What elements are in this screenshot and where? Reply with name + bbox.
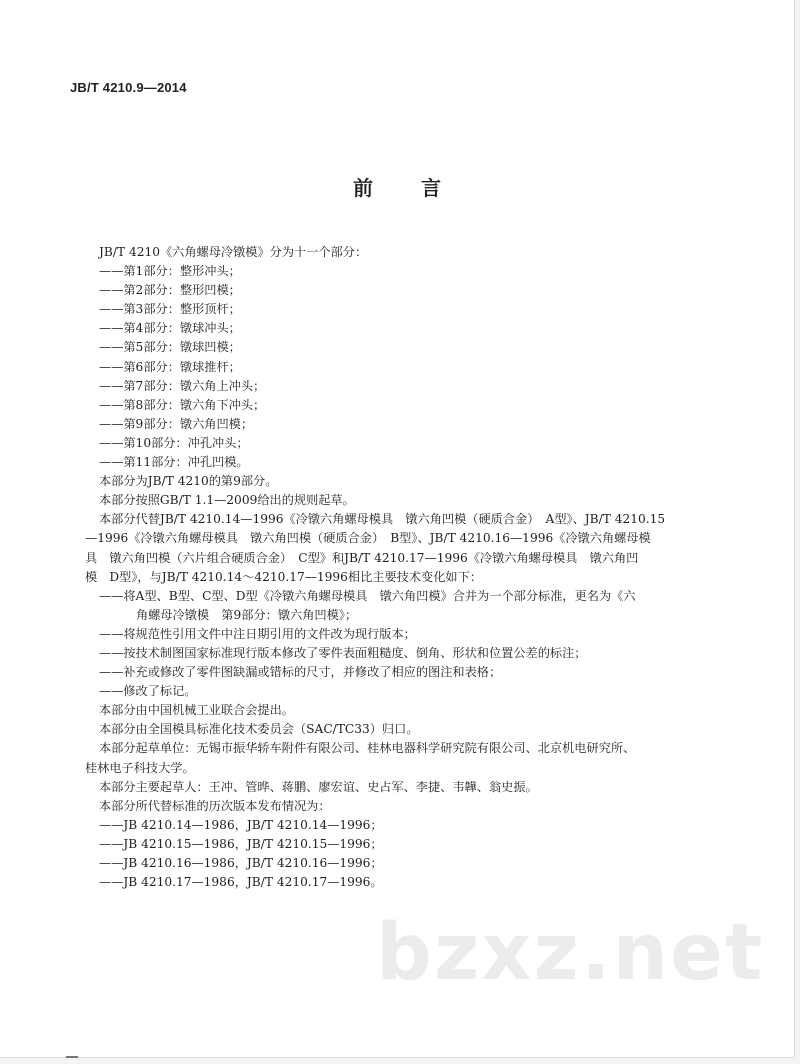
list-item: ——第10部分：冲孔冲头； — [99, 435, 249, 450]
list-item: ——补充或修改了零件图缺漏或错标的尺寸，并修改了相应的图注和表格； — [99, 665, 502, 680]
list-item: ——第5部分：镦球凹模； — [99, 340, 241, 355]
list-item: ——第1部分：整形冲头； — [99, 264, 241, 279]
page-edge-mark — [66, 1056, 78, 1058]
list-item: ——JB 4210.14—1986，JB/T 4210.14—1996； — [99, 817, 383, 832]
list-item: ——按技术制图国家标准现行版本修改了零件表面粗糙度、倒角、形状和位置公差的标注； — [99, 645, 587, 660]
list-item: ——第6部分：镦球推杆； — [99, 359, 241, 374]
changes-list — [99, 587, 749, 702]
parts-intro: JB/T 4210《六角螺母冷镦模》分为十一个部分： — [99, 245, 368, 259]
title-char-2: 言 — [421, 176, 441, 200]
drafting-rules-statement: 本部分按照GB/T 1.1—2009给出的规则起草。 — [99, 493, 355, 508]
parts-list — [99, 262, 749, 472]
list-item: ——JB 4210.17—1986，JB/T 4210.17—1996。 — [99, 875, 383, 890]
replacement-paragraph — [85, 510, 749, 586]
list-item: ——第4部分：镦球冲头； — [99, 321, 241, 336]
centralized-by: 本部分由全国模具标准化技术委员会（SAC/TC33）归口。 — [99, 722, 419, 737]
list-item: ——第11部分：冲孔凹模。 — [99, 455, 249, 470]
list-item: ——将规范性引用文件中注日期引用的文件改为现行版本； — [99, 626, 416, 641]
this-part-statement: 本部分为JB/T 4210的第9部分。 — [99, 474, 278, 489]
list-item: ——第8部分：镦六角下冲头； — [99, 397, 266, 412]
drafters: 本部分主要起草人：王冲、管晔、蒋鹏、廖宏谊、史占军、李捷、韦韡、翁史振。 — [99, 779, 538, 794]
list-item: ——第7部分：镦六角上冲头； — [99, 378, 266, 393]
list-item: ——JB 4210.15—1986，JB/T 4210.15—1996； — [99, 836, 383, 851]
list-item-continuation: 角螺母冷镦模 第9部分：镦六角凹模》； — [136, 607, 358, 622]
list-item: ——JB 4210.16—1986，JB/T 4210.16—1996； — [99, 856, 383, 870]
paragraph-line: 本部分起草单位：无锡市振华轿车附件有限公司、桂林电器科学研究院有限公司、北京机电研究所、 — [99, 741, 636, 756]
title-char-1: 前 — [353, 176, 373, 200]
watermark: bzxz.net — [376, 908, 765, 998]
list-item: ——修改了标记。 — [99, 684, 197, 699]
history-list — [99, 816, 749, 892]
foreword-body — [85, 243, 749, 892]
paragraph-line: 模 D型》，与JB/T 4210.14～4210.17—1996相比主要技术变化如下： — [85, 569, 482, 584]
standard-code-header: JB/T 4210.9—2014 — [70, 80, 187, 95]
list-item: ——将A型、B型、C型、D型《冷镦六角螺母模具 镦六角凹模》合并为一个部分标准，更名为《六 — [99, 588, 636, 603]
list-item: ——第3部分：整形顶杆； — [99, 302, 241, 317]
proposed-by: 本部分由中国机械工业联合会提出。 — [99, 703, 294, 718]
paragraph-line: 桂林电子科技大学。 — [85, 760, 195, 775]
drafting-units — [85, 739, 749, 777]
paragraph-line: —1996《冷镦六角螺母模具 镦六角凹模（硬质合金） B型》、JB/T 4210.16—1996《冷镦六角螺母模 — [85, 531, 651, 546]
history-intro: 本部分所代替标准的历次版本发布情况为： — [99, 798, 331, 813]
page-title — [0, 172, 794, 201]
paragraph-line: 本部分代替JB/T 4210.14—1996《冷镦六角螺母模具 镦六角凹模（硬质合金） A型》、JB/T 4210.15 — [99, 512, 666, 527]
list-item: ——第2部分：整形凹模； — [99, 283, 241, 298]
list-item: ——第9部分：镦六角凹模； — [99, 416, 254, 431]
paragraph-line: 具 镦六角凹模（六片组合硬质合金） C型》和JB/T 4210.17—1996《冷镦六角螺母模具 镦六角凹 — [85, 550, 639, 565]
